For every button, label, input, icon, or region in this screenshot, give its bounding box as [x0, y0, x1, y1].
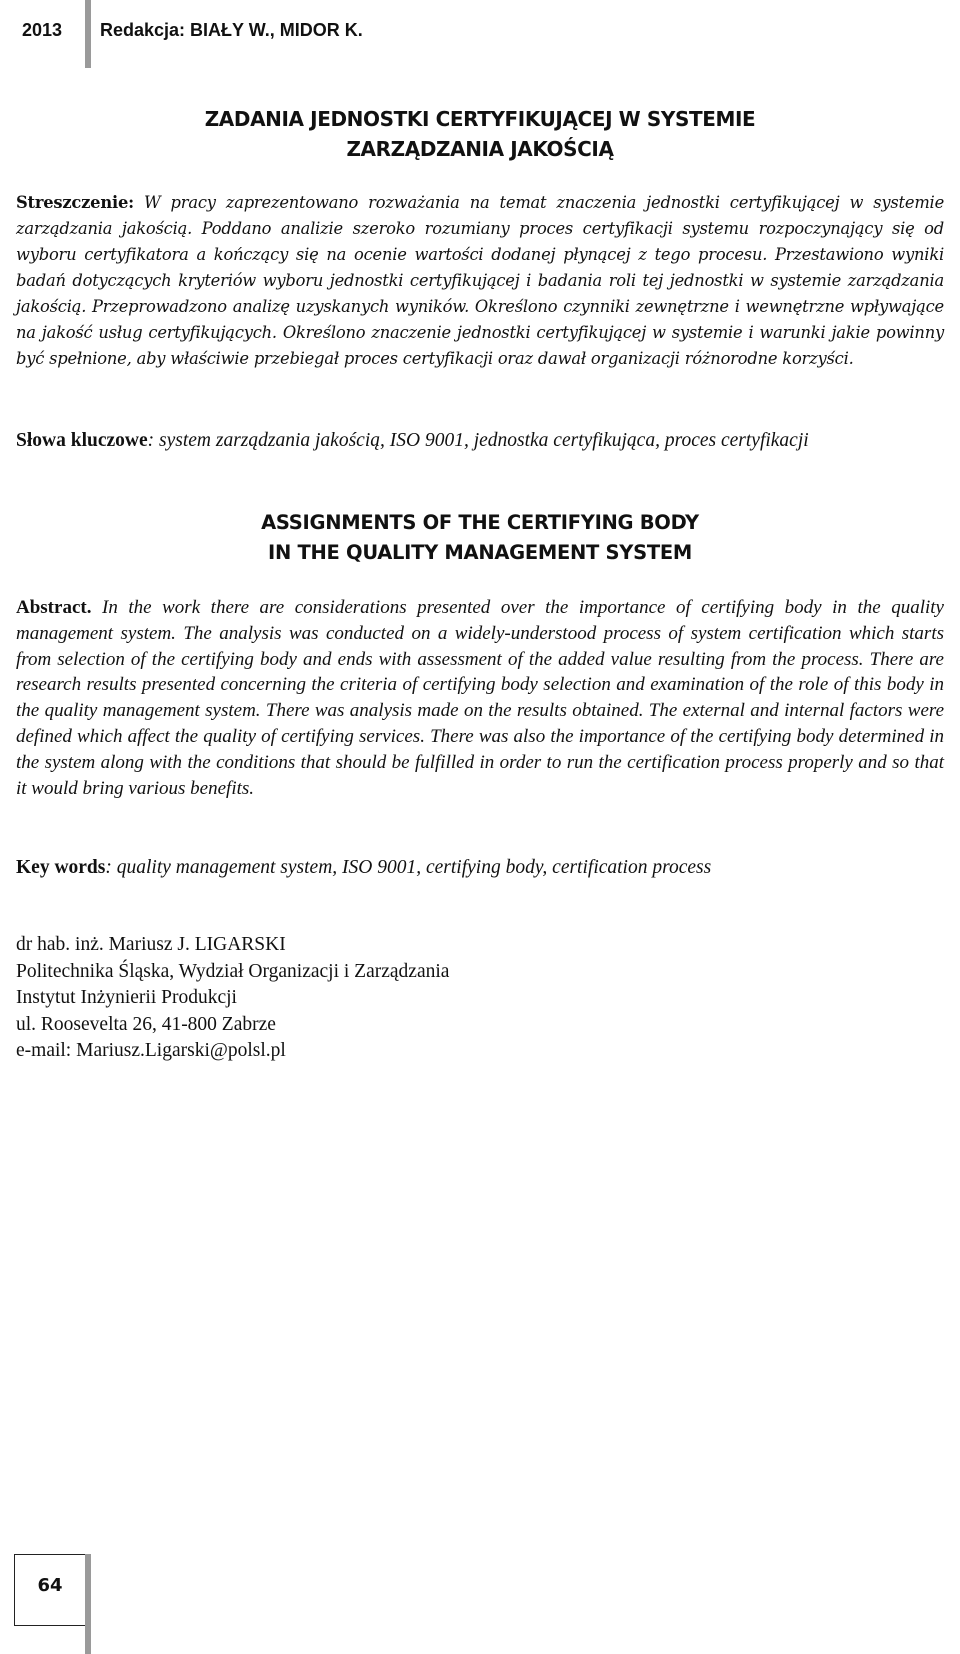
abstract-en-label: Abstract. [16, 597, 92, 618]
paper-title-en-line2: IN THE QUALITY MANAGEMENT SYSTEM [268, 541, 692, 564]
running-header [0, 0, 960, 68]
footer-divider [85, 1554, 91, 1654]
keywords-pl-label: Słowa kluczowe [16, 430, 148, 451]
abstract-pl [16, 190, 944, 372]
author-name: dr hab. inż. Mariusz J. LIGARSKI [16, 934, 286, 955]
abstract-en [16, 595, 944, 801]
abstract-pl-text: W pracy zaprezentowano rozważania na temat znaczenia jednostki certyfikującej w systemie zarządzania jakością. Poddano analizie szeroko rozumiany proces certyfikacji systemu rozpoczynający się od wyboru certyfikatora a kończący się na ocenie wartości dodanej płynącej z tego procesu. Przestawiono wyniki badań dotyczących kryteriów wyboru jednostki certyfikującej i badania roli tej jednostki w systemie zarządzania jakością. Przeprowadzono analizę uzyskanych wyników. Określono czynniki zewnętrzne i wewnętrzne wpływające na jakość usług certyfikujących. Określono znaczenie jednostki certyfikującej w systemie i warunki jakie powinny być spełnione, aby właściwie przebiegał proces certyfikacji oraz dawał organizacji różnorodne korzyści. [16, 193, 944, 368]
author-address: ul. Roosevelta 26, 41-800 Zabrze [16, 1013, 276, 1035]
author-affiliation: Politechnika Śląska, Wydział Organizacji i Zarządzania [16, 960, 450, 982]
header-year: 2013 [22, 20, 63, 40]
page-number: 64 [37, 1575, 63, 1596]
keywords-en-text: : quality management system, ISO 9001, certifying body, certification process [105, 857, 712, 878]
header-editors: Redakcja: BIAŁY W., MIDOR K. [100, 20, 363, 40]
author-email: e-mail: Mariusz.Ligarski@polsl.pl [16, 1040, 286, 1061]
author-block [16, 932, 916, 1065]
paper-title-pl [0, 104, 960, 164]
abstract-en-text: In the work there are considerations presented over the importance of certifying body in the quality management system. The analysis was conducted on a widely-understood process of system certification which starts from selection of the certifying body and ends with assessment of the added value resulting from the process. There are research results presented concerning the criteria of certifying body selection and examination of the role of this body in the quality management system. There was analysis made on the results obtained. The external and internal factors were defined which affect the quality of certifying services. There was also the importance of the certifying body determined in the system along with the conditions that should be fulfilled in order to run the certification process properly and so that it would bring various benefits. [16, 597, 944, 799]
header-divider [85, 0, 91, 68]
keywords-pl [16, 428, 946, 454]
author-institute: Instytut Inżynierii Produkcji [16, 987, 237, 1008]
keywords-pl-text: : system zarządzania jakością, ISO 9001, jednostka certyfikująca, proces certyfikacji [147, 430, 809, 451]
abstract-pl-label: Streszczenie: [16, 193, 134, 212]
paper-title-en [0, 508, 960, 568]
paper-title-en-line1: ASSIGNMENTS OF THE CERTIFYING BODY [261, 511, 699, 534]
keywords-en [16, 855, 946, 881]
paper-title-pl-line2: ZARZĄDZANIA JAKOŚCIĄ [346, 137, 614, 161]
paper-title-pl-line1: ZADANIA JEDNOSTKI CERTYFIKUJĄCEJ W SYSTEMIE [204, 107, 756, 131]
keywords-en-label: Key words [16, 857, 106, 878]
